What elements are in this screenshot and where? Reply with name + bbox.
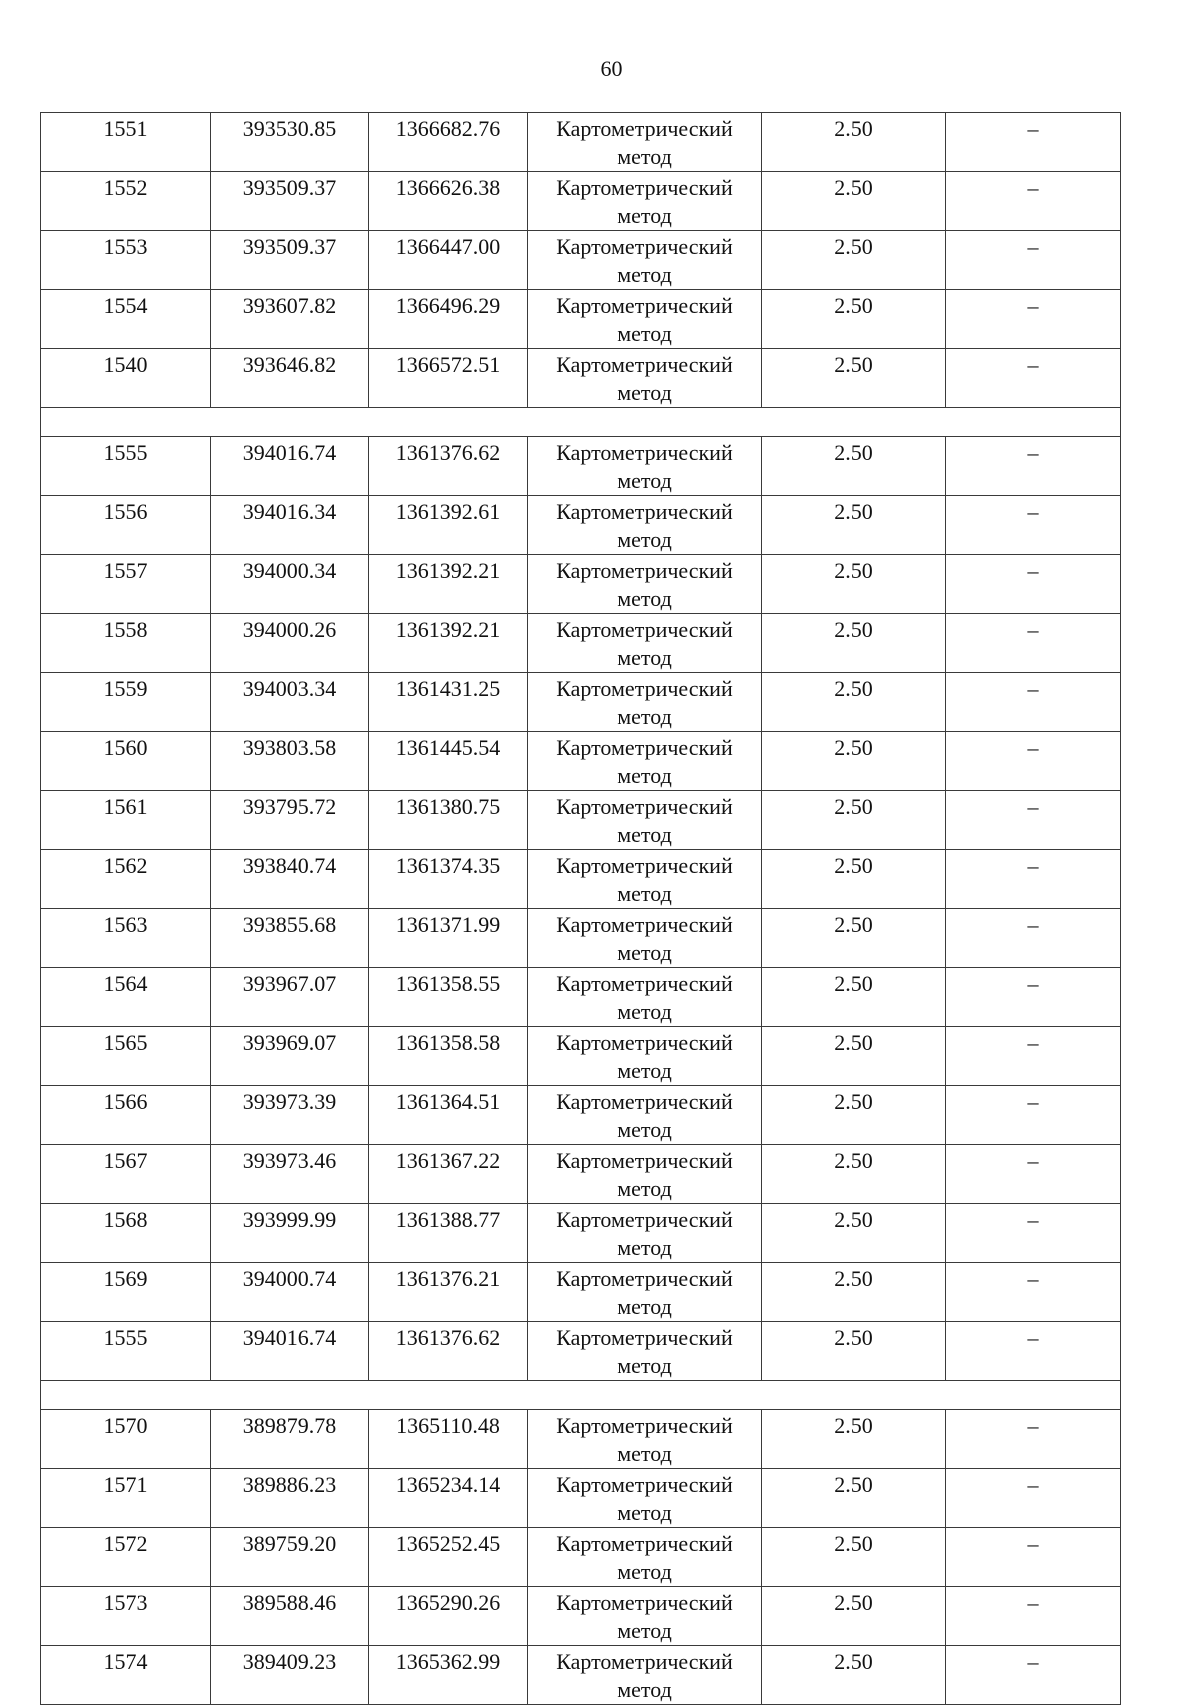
table-row [41,1086,1121,1145]
method-cell: Картометрический метод [528,349,762,408]
coordinates-table [40,112,1121,1705]
point-number-cell: 1564 [41,968,211,1027]
accuracy-cell: 2.50 [762,1322,946,1381]
method-cell: Картометрический метод [528,1410,762,1469]
table-row [41,791,1121,850]
point-number-cell: 1540 [41,349,211,408]
description-cell: – [946,909,1121,968]
method-cell: Картометрический метод [528,113,762,172]
y-coordinate-cell: 1361392.21 [369,614,528,673]
method-cell: Картометрический метод [528,290,762,349]
accuracy-cell: 2.50 [762,349,946,408]
method-cell: Картометрический метод [528,1086,762,1145]
accuracy-cell: 2.50 [762,1145,946,1204]
point-number-cell: 1574 [41,1646,211,1705]
y-coordinate-cell: 1366626.38 [369,172,528,231]
point-number-cell: 1555 [41,1322,211,1381]
x-coordinate-cell: 389588.46 [211,1587,369,1646]
table-row [41,496,1121,555]
x-coordinate-cell: 393840.74 [211,850,369,909]
method-cell: Картометрический метод [528,1263,762,1322]
table-row [41,1027,1121,1086]
accuracy-cell: 2.50 [762,1528,946,1587]
method-cell: Картометрический метод [528,850,762,909]
table-row [41,113,1121,172]
description-cell: – [946,1410,1121,1469]
page-number: 60 [600,56,623,81]
y-coordinate-cell: 1365362.99 [369,1646,528,1705]
description-cell: – [946,1204,1121,1263]
y-coordinate-cell: 1361380.75 [369,791,528,850]
x-coordinate-cell: 389759.20 [211,1528,369,1587]
description-cell: – [946,1086,1121,1145]
point-number-cell: 1565 [41,1027,211,1086]
table-row [41,614,1121,673]
point-number-cell: 1551 [41,113,211,172]
table-row [41,555,1121,614]
point-number-cell: 1558 [41,614,211,673]
description-cell: – [946,290,1121,349]
group-separator-row [41,408,1121,437]
x-coordinate-cell: 393855.68 [211,909,369,968]
point-number-cell: 1552 [41,172,211,231]
point-number-cell: 1569 [41,1263,211,1322]
method-cell: Картометрический метод [528,1646,762,1705]
x-coordinate-cell: 389886.23 [211,1469,369,1528]
accuracy-cell: 2.50 [762,1263,946,1322]
table-row [41,673,1121,732]
accuracy-cell: 2.50 [762,555,946,614]
point-number-cell: 1572 [41,1528,211,1587]
method-cell: Картометрический метод [528,231,762,290]
table-row [41,909,1121,968]
accuracy-cell: 2.50 [762,1587,946,1646]
table-row [41,1646,1121,1705]
description-cell: – [946,113,1121,172]
point-number-cell: 1554 [41,290,211,349]
point-number-cell: 1566 [41,1086,211,1145]
y-coordinate-cell: 1361392.21 [369,555,528,614]
x-coordinate-cell: 393973.46 [211,1145,369,1204]
method-cell: Картометрический метод [528,1528,762,1587]
method-cell: Картометрический метод [528,968,762,1027]
description-cell: – [946,1322,1121,1381]
description-cell: – [946,1646,1121,1705]
x-coordinate-cell: 394003.34 [211,673,369,732]
accuracy-cell: 2.50 [762,850,946,909]
x-coordinate-cell: 394016.74 [211,437,369,496]
accuracy-cell: 2.50 [762,496,946,555]
accuracy-cell: 2.50 [762,290,946,349]
y-coordinate-cell: 1365234.14 [369,1469,528,1528]
x-coordinate-cell: 393795.72 [211,791,369,850]
y-coordinate-cell: 1361392.61 [369,496,528,555]
y-coordinate-cell: 1361374.35 [369,850,528,909]
x-coordinate-cell: 393509.37 [211,231,369,290]
table-row [41,850,1121,909]
method-cell: Картометрический метод [528,1587,762,1646]
x-coordinate-cell: 394000.74 [211,1263,369,1322]
y-coordinate-cell: 1361431.25 [369,673,528,732]
method-cell: Картометрический метод [528,1027,762,1086]
description-cell: – [946,437,1121,496]
x-coordinate-cell: 393967.07 [211,968,369,1027]
x-coordinate-cell: 394016.34 [211,496,369,555]
accuracy-cell: 2.50 [762,968,946,1027]
y-coordinate-cell: 1365290.26 [369,1587,528,1646]
description-cell: – [946,614,1121,673]
accuracy-cell: 2.50 [762,614,946,673]
description-cell: – [946,850,1121,909]
y-coordinate-cell: 1361445.54 [369,732,528,791]
description-cell: – [946,1145,1121,1204]
description-cell: – [946,349,1121,408]
method-cell: Картометрический метод [528,1469,762,1528]
method-cell: Картометрический метод [528,1322,762,1381]
point-number-cell: 1559 [41,673,211,732]
description-cell: – [946,791,1121,850]
accuracy-cell: 2.50 [762,1027,946,1086]
description-cell: – [946,1027,1121,1086]
description-cell: – [946,1587,1121,1646]
description-cell: – [946,673,1121,732]
accuracy-cell: 2.50 [762,673,946,732]
method-cell: Картометрический метод [528,437,762,496]
table-row [41,1587,1121,1646]
y-coordinate-cell: 1366496.29 [369,290,528,349]
x-coordinate-cell: 393646.82 [211,349,369,408]
point-number-cell: 1555 [41,437,211,496]
method-cell: Картометрический метод [528,172,762,231]
y-coordinate-cell: 1365252.45 [369,1528,528,1587]
method-cell: Картометрический метод [528,555,762,614]
y-coordinate-cell: 1365110.48 [369,1410,528,1469]
y-coordinate-cell: 1361358.58 [369,1027,528,1086]
method-cell: Картометрический метод [528,909,762,968]
accuracy-cell: 2.50 [762,732,946,791]
y-coordinate-cell: 1361388.77 [369,1204,528,1263]
y-coordinate-cell: 1366572.51 [369,349,528,408]
accuracy-cell: 2.50 [762,437,946,496]
method-cell: Картометрический метод [528,791,762,850]
description-cell: – [946,172,1121,231]
method-cell: Картометрический метод [528,1204,762,1263]
table-row [41,1204,1121,1263]
table-row [41,349,1121,408]
x-coordinate-cell: 393999.99 [211,1204,369,1263]
x-coordinate-cell: 393530.85 [211,113,369,172]
table-row [41,732,1121,791]
accuracy-cell: 2.50 [762,172,946,231]
group-separator-cell [41,408,1121,437]
description-cell: – [946,496,1121,555]
table-row [41,1410,1121,1469]
accuracy-cell: 2.50 [762,1469,946,1528]
table-row [41,1145,1121,1204]
y-coordinate-cell: 1366682.76 [369,113,528,172]
point-number-cell: 1573 [41,1587,211,1646]
point-number-cell: 1570 [41,1410,211,1469]
y-coordinate-cell: 1361376.62 [369,437,528,496]
y-coordinate-cell: 1361364.51 [369,1086,528,1145]
table-row [41,437,1121,496]
point-number-cell: 1556 [41,496,211,555]
table-row [41,1263,1121,1322]
point-number-cell: 1560 [41,732,211,791]
method-cell: Картометрический метод [528,732,762,791]
y-coordinate-cell: 1361367.22 [369,1145,528,1204]
description-cell: – [946,968,1121,1027]
y-coordinate-cell: 1361376.62 [369,1322,528,1381]
x-coordinate-cell: 393803.58 [211,732,369,791]
accuracy-cell: 2.50 [762,1204,946,1263]
point-number-cell: 1553 [41,231,211,290]
point-number-cell: 1567 [41,1145,211,1204]
description-cell: – [946,1528,1121,1587]
accuracy-cell: 2.50 [762,909,946,968]
table-row [41,968,1121,1027]
y-coordinate-cell: 1361371.99 [369,909,528,968]
x-coordinate-cell: 394016.74 [211,1322,369,1381]
coordinates-table-body [41,113,1121,1705]
table-row [41,1322,1121,1381]
x-coordinate-cell: 394000.34 [211,555,369,614]
table-row [41,290,1121,349]
description-cell: – [946,1263,1121,1322]
description-cell: – [946,231,1121,290]
table-row [41,1528,1121,1587]
accuracy-cell: 2.50 [762,1410,946,1469]
method-cell: Картометрический метод [528,1145,762,1204]
method-cell: Картометрический метод [528,673,762,732]
point-number-cell: 1557 [41,555,211,614]
point-number-cell: 1563 [41,909,211,968]
y-coordinate-cell: 1366447.00 [369,231,528,290]
x-coordinate-cell: 394000.26 [211,614,369,673]
description-cell: – [946,1469,1121,1528]
group-separator-row [41,1381,1121,1410]
method-cell: Картометрический метод [528,496,762,555]
x-coordinate-cell: 393973.39 [211,1086,369,1145]
x-coordinate-cell: 393607.82 [211,290,369,349]
accuracy-cell: 2.50 [762,791,946,850]
accuracy-cell: 2.50 [762,113,946,172]
method-cell: Картометрический метод [528,614,762,673]
table-row [41,172,1121,231]
point-number-cell: 1568 [41,1204,211,1263]
accuracy-cell: 2.50 [762,1646,946,1705]
x-coordinate-cell: 393509.37 [211,172,369,231]
table-row [41,1469,1121,1528]
point-number-cell: 1562 [41,850,211,909]
point-number-cell: 1561 [41,791,211,850]
y-coordinate-cell: 1361376.21 [369,1263,528,1322]
x-coordinate-cell: 393969.07 [211,1027,369,1086]
accuracy-cell: 2.50 [762,231,946,290]
description-cell: – [946,732,1121,791]
table-row [41,231,1121,290]
y-coordinate-cell: 1361358.55 [369,968,528,1027]
accuracy-cell: 2.50 [762,1086,946,1145]
description-cell: – [946,555,1121,614]
x-coordinate-cell: 389409.23 [211,1646,369,1705]
x-coordinate-cell: 389879.78 [211,1410,369,1469]
group-separator-cell [41,1381,1121,1410]
point-number-cell: 1571 [41,1469,211,1528]
